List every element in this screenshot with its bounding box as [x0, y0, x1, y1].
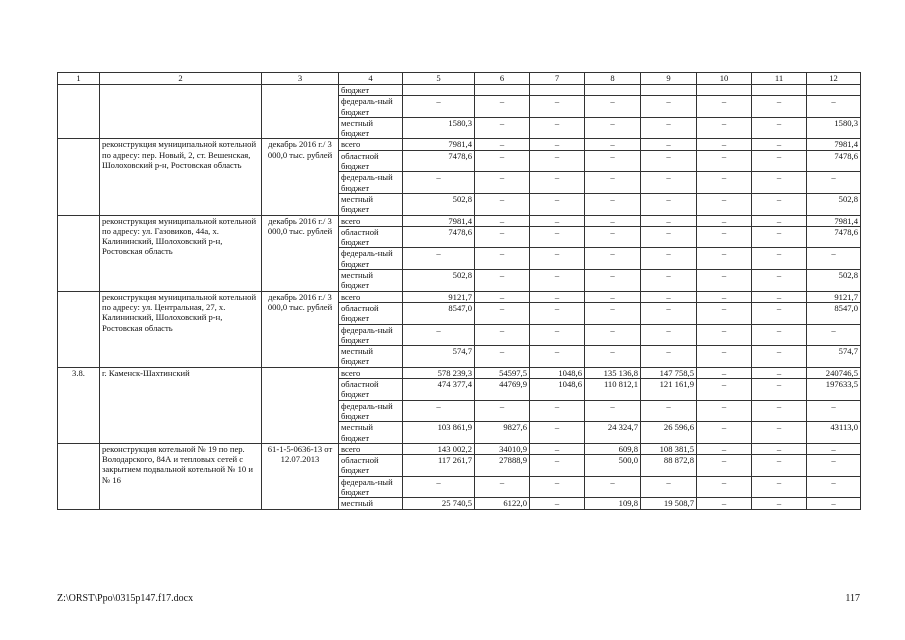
value-cell: 88 872,8 — [641, 455, 697, 477]
column-header: 2 — [100, 73, 262, 85]
funding-source-cell: всего — [339, 291, 403, 302]
value-cell: – — [752, 215, 807, 226]
funding-source-cell: федераль-ный бюджет — [339, 400, 403, 422]
value-cell: 6122,0 — [475, 498, 530, 509]
page-number: 117 — [845, 593, 860, 604]
column-header-row — [58, 73, 861, 85]
value-cell: – — [697, 215, 752, 226]
table-row — [58, 139, 861, 150]
table-row — [58, 85, 861, 96]
value-cell: 8547,0 — [807, 302, 861, 324]
value-cell: 7478,6 — [403, 226, 475, 248]
value-cell — [697, 85, 752, 96]
value-cell: 7981,4 — [403, 139, 475, 150]
funding-source-cell: бюджет — [339, 85, 403, 96]
value-cell — [807, 85, 861, 96]
funding-source-cell: федераль-ный бюджет — [339, 172, 403, 194]
value-cell: – — [475, 172, 530, 194]
value-cell: – — [697, 172, 752, 194]
object-name-cell: г. Каменск-Шахтинский — [100, 367, 262, 443]
deadline-capacity-cell: 61-1-5-0636-13 от 12.07.2013 — [262, 443, 339, 509]
funding-source-cell: местный бюджет — [339, 193, 403, 215]
value-cell: – — [752, 291, 807, 302]
value-cell: – — [752, 476, 807, 498]
value-cell: – — [697, 302, 752, 324]
value-cell: 9121,7 — [807, 291, 861, 302]
value-cell: – — [807, 498, 861, 509]
value-cell: – — [697, 498, 752, 509]
value-cell: – — [403, 324, 475, 346]
value-cell: – — [530, 150, 585, 172]
value-cell: – — [752, 96, 807, 118]
value-cell: – — [697, 96, 752, 118]
value-cell: – — [403, 476, 475, 498]
value-cell: 121 161,9 — [641, 379, 697, 401]
value-cell: – — [475, 248, 530, 270]
value-cell: – — [807, 400, 861, 422]
number-cell — [58, 139, 100, 215]
value-cell: – — [752, 379, 807, 401]
value-cell: 578 239,3 — [403, 367, 475, 378]
value-cell: 7981,4 — [403, 215, 475, 226]
value-cell: 1580,3 — [807, 117, 861, 139]
value-cell: 109,8 — [585, 498, 641, 509]
funding-source-cell: федераль-ный бюджет — [339, 324, 403, 346]
value-cell: – — [641, 226, 697, 248]
value-cell: 19 508,7 — [641, 498, 697, 509]
value-cell: 34010,9 — [475, 443, 530, 454]
value-cell: – — [752, 302, 807, 324]
value-cell: – — [475, 117, 530, 139]
column-header: 10 — [697, 73, 752, 85]
value-cell: 197633,5 — [807, 379, 861, 401]
value-cell: – — [403, 172, 475, 194]
number-cell: 3.8. — [58, 367, 100, 443]
value-cell: – — [585, 215, 641, 226]
value-cell: 24 324,7 — [585, 422, 641, 444]
value-cell: – — [807, 476, 861, 498]
value-cell: – — [752, 150, 807, 172]
value-cell: 1048,6 — [530, 367, 585, 378]
value-cell: – — [641, 193, 697, 215]
funding-source-cell: областной бюджет — [339, 302, 403, 324]
value-cell: – — [807, 172, 861, 194]
value-cell: – — [585, 150, 641, 172]
value-cell: – — [752, 498, 807, 509]
value-cell: – — [697, 150, 752, 172]
number-cell — [58, 291, 100, 367]
funding-source-cell: федераль-ный бюджет — [339, 248, 403, 270]
value-cell — [752, 85, 807, 96]
value-cell: – — [585, 302, 641, 324]
value-cell: – — [530, 291, 585, 302]
value-cell: 26 596,6 — [641, 422, 697, 444]
value-cell: – — [697, 117, 752, 139]
deadline-capacity-cell: декабрь 2016 г./ 3 000,0 тыс. рублей — [262, 291, 339, 367]
value-cell: – — [641, 400, 697, 422]
value-cell: – — [475, 476, 530, 498]
value-cell: – — [641, 150, 697, 172]
table-row — [58, 367, 861, 378]
value-cell: – — [697, 346, 752, 368]
value-cell: 9121,7 — [403, 291, 475, 302]
value-cell: – — [530, 498, 585, 509]
funding-source-cell: местный — [339, 498, 403, 509]
document-path: Z:\ORST\Ppo\0315p147.f17.docx — [57, 593, 194, 604]
value-cell — [403, 85, 475, 96]
value-cell: 143 002,2 — [403, 443, 475, 454]
funding-source-cell: всего — [339, 215, 403, 226]
value-cell: – — [585, 476, 641, 498]
value-cell: – — [475, 324, 530, 346]
value-cell: 240746,5 — [807, 367, 861, 378]
number-cell — [58, 85, 100, 139]
value-cell: 135 136,8 — [585, 367, 641, 378]
value-cell: – — [807, 443, 861, 454]
value-cell: – — [585, 139, 641, 150]
value-cell: – — [585, 291, 641, 302]
value-cell: 7981,4 — [807, 139, 861, 150]
value-cell: 1048,6 — [530, 379, 585, 401]
value-cell: – — [585, 248, 641, 270]
budget-table — [57, 72, 861, 510]
value-cell: – — [697, 422, 752, 444]
value-cell: – — [403, 400, 475, 422]
value-cell: – — [530, 476, 585, 498]
value-cell: – — [475, 150, 530, 172]
deadline-capacity-cell: декабрь 2016 г./ 3 000,0 тыс. рублей — [262, 139, 339, 215]
value-cell: 103 861,9 — [403, 422, 475, 444]
funding-source-cell: всего — [339, 367, 403, 378]
object-name-cell: реконструкция муниципальной котельной по адресу: ул. Центральная, 27, х. Калининский, Шолоховский р-н, Ростовская область — [100, 291, 262, 367]
value-cell: – — [475, 215, 530, 226]
deadline-capacity-cell — [262, 367, 339, 443]
object-name-cell: реконструкция котельной № 19 по пер. Володарского, 84А и тепловых сетей с закрытием подвальной котельной № 10 и № 16 — [100, 443, 262, 509]
value-cell: – — [697, 193, 752, 215]
value-cell: 7981,4 — [807, 215, 861, 226]
value-cell: 27888,9 — [475, 455, 530, 477]
value-cell: – — [641, 96, 697, 118]
value-cell: 474 377,4 — [403, 379, 475, 401]
column-header: 9 — [641, 73, 697, 85]
column-header: 11 — [752, 73, 807, 85]
value-cell: 609,8 — [585, 443, 641, 454]
value-cell: – — [697, 367, 752, 378]
value-cell — [641, 85, 697, 96]
value-cell: 44769,9 — [475, 379, 530, 401]
column-header: 8 — [585, 73, 641, 85]
value-cell: – — [752, 400, 807, 422]
value-cell: 9827,6 — [475, 422, 530, 444]
value-cell: – — [697, 324, 752, 346]
column-header: 5 — [403, 73, 475, 85]
value-cell: – — [641, 215, 697, 226]
value-cell: – — [585, 400, 641, 422]
value-cell: – — [807, 455, 861, 477]
value-cell: 7478,6 — [807, 150, 861, 172]
column-header: 3 — [262, 73, 339, 85]
funding-source-cell: местный бюджет — [339, 270, 403, 292]
value-cell: – — [697, 476, 752, 498]
value-cell: – — [641, 476, 697, 498]
funding-source-cell: федераль-ный бюджет — [339, 476, 403, 498]
value-cell: – — [585, 346, 641, 368]
value-cell: – — [530, 346, 585, 368]
value-cell: – — [641, 139, 697, 150]
value-cell: – — [403, 248, 475, 270]
object-name-cell: реконструкция муниципальной котельной по адресу: ул. Газовиков, 44а, х. Калининский, Шолоховский р-н, Ростовская область — [100, 215, 262, 291]
value-cell: – — [752, 346, 807, 368]
funding-source-cell: местный бюджет — [339, 346, 403, 368]
value-cell: 8547,0 — [403, 302, 475, 324]
value-cell: 7478,6 — [807, 226, 861, 248]
value-cell: – — [475, 291, 530, 302]
value-cell: – — [641, 117, 697, 139]
value-cell: – — [530, 302, 585, 324]
object-name-cell: реконструкция муниципальной котельной по адресу: пер. Новый, 2, ст. Вешенская, Шолоховский р-н, Ростовская область — [100, 139, 262, 215]
value-cell: – — [752, 139, 807, 150]
value-cell: – — [641, 291, 697, 302]
value-cell: – — [585, 96, 641, 118]
value-cell: – — [475, 270, 530, 292]
value-cell: – — [530, 215, 585, 226]
value-cell: – — [475, 193, 530, 215]
value-cell: – — [641, 302, 697, 324]
funding-source-cell: областной бюджет — [339, 150, 403, 172]
value-cell: – — [752, 367, 807, 378]
value-cell: – — [752, 324, 807, 346]
value-cell: – — [530, 324, 585, 346]
value-cell: 574,7 — [807, 346, 861, 368]
value-cell: – — [475, 400, 530, 422]
object-cell — [100, 85, 262, 139]
funding-source-cell: областной бюджет — [339, 455, 403, 477]
value-cell: – — [585, 226, 641, 248]
funding-source-cell: всего — [339, 443, 403, 454]
value-cell: – — [752, 172, 807, 194]
value-cell: 7478,6 — [403, 150, 475, 172]
value-cell: – — [807, 96, 861, 118]
value-cell: 500,0 — [585, 455, 641, 477]
value-cell: – — [530, 139, 585, 150]
column-header: 12 — [807, 73, 861, 85]
value-cell — [475, 85, 530, 96]
value-cell: – — [697, 248, 752, 270]
value-cell: – — [475, 96, 530, 118]
value-cell: – — [697, 291, 752, 302]
value-cell: – — [475, 226, 530, 248]
number-cell — [58, 443, 100, 509]
value-cell: 1580,3 — [403, 117, 475, 139]
value-cell: 502,8 — [403, 193, 475, 215]
value-cell: – — [697, 400, 752, 422]
column-header: 4 — [339, 73, 403, 85]
value-cell: – — [641, 248, 697, 270]
column-header: 1 — [58, 73, 100, 85]
value-cell: – — [530, 96, 585, 118]
value-cell: – — [752, 270, 807, 292]
value-cell: 147 758,5 — [641, 367, 697, 378]
table-row — [58, 291, 861, 302]
value-cell: – — [807, 248, 861, 270]
value-cell: – — [752, 422, 807, 444]
funding-source-cell: всего — [339, 139, 403, 150]
value-cell: – — [807, 324, 861, 346]
table-row — [58, 443, 861, 454]
value-cell: – — [475, 139, 530, 150]
value-cell: – — [697, 226, 752, 248]
value-cell: – — [530, 400, 585, 422]
value-cell: – — [585, 270, 641, 292]
value-cell: 54597,5 — [475, 367, 530, 378]
deadline-capacity-cell: декабрь 2016 г./ 3 000,0 тыс. рублей — [262, 215, 339, 291]
value-cell — [585, 85, 641, 96]
value-cell: – — [475, 302, 530, 324]
value-cell: – — [585, 193, 641, 215]
value-cell: – — [752, 443, 807, 454]
value-cell: – — [752, 455, 807, 477]
value-cell: – — [530, 193, 585, 215]
column-header: 7 — [530, 73, 585, 85]
value-cell: – — [530, 455, 585, 477]
value-cell: – — [530, 443, 585, 454]
value-cell: – — [475, 346, 530, 368]
funding-source-cell: областной бюджет — [339, 226, 403, 248]
value-cell: – — [530, 422, 585, 444]
value-cell: – — [641, 324, 697, 346]
funding-source-cell: местный бюджет — [339, 117, 403, 139]
value-cell: – — [585, 172, 641, 194]
value-cell: – — [641, 172, 697, 194]
value-cell: 25 740,5 — [403, 498, 475, 509]
value-cell: – — [585, 324, 641, 346]
deadline-cell — [262, 85, 339, 139]
funding-source-cell: федераль-ный бюджет — [339, 96, 403, 118]
number-cell — [58, 215, 100, 291]
value-cell: – — [752, 117, 807, 139]
value-cell: – — [530, 226, 585, 248]
value-cell: – — [403, 96, 475, 118]
value-cell: 574,7 — [403, 346, 475, 368]
value-cell: – — [697, 270, 752, 292]
value-cell: – — [752, 193, 807, 215]
table-row — [58, 215, 861, 226]
value-cell: – — [585, 117, 641, 139]
value-cell: 117 261,7 — [403, 455, 475, 477]
value-cell: 502,8 — [403, 270, 475, 292]
value-cell: – — [530, 172, 585, 194]
value-cell: – — [530, 248, 585, 270]
value-cell: 110 812,1 — [585, 379, 641, 401]
value-cell: – — [752, 226, 807, 248]
value-cell: 43113,0 — [807, 422, 861, 444]
value-cell: – — [697, 379, 752, 401]
value-cell: – — [530, 270, 585, 292]
value-cell: – — [697, 455, 752, 477]
value-cell: 108 381,5 — [641, 443, 697, 454]
value-cell: 502,8 — [807, 193, 861, 215]
value-cell: – — [697, 139, 752, 150]
value-cell: – — [641, 270, 697, 292]
value-cell: – — [641, 346, 697, 368]
value-cell: – — [752, 248, 807, 270]
value-cell: 502,8 — [807, 270, 861, 292]
value-cell — [530, 85, 585, 96]
funding-source-cell: местный бюджет — [339, 422, 403, 444]
value-cell: – — [697, 443, 752, 454]
value-cell: – — [530, 117, 585, 139]
funding-source-cell: областной бюджет — [339, 379, 403, 401]
column-header: 6 — [475, 73, 530, 85]
